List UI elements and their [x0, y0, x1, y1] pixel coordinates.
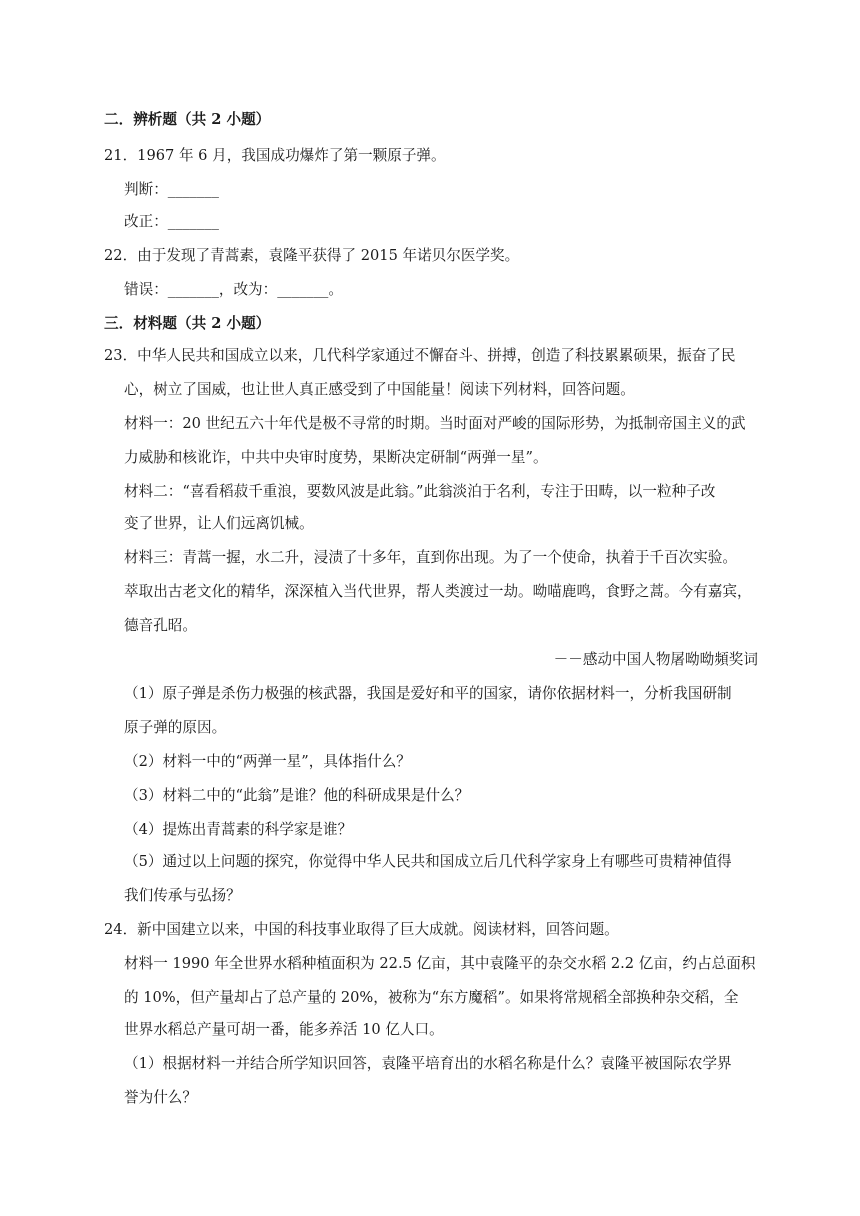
question-21-correct-line: 改正：_______ [124, 213, 219, 230]
question-23-sub3: （3）材料二中的“此翁”是谁？他的科研成果是什么？ [124, 787, 470, 804]
section-heading-discrimination: 二．辨析题（共 2 小题） [104, 111, 271, 128]
question-24-material-line3: 世界水稻总产量可胡一番，能多养活 10 亿人口。 [124, 1021, 444, 1038]
question-21-stem: 21．1967 年 6 月，我国成功爆炸了第一颗原子弹。 [104, 147, 446, 164]
question-22-stem: 22．由于发现了青蒿素，袁隆平获得了 2015 年诺贝尔医学奖。 [104, 247, 520, 264]
question-24-sub1-line1: （1）根据材料一并结合所学知识回答，袁隆平培育出的水稻名称是什么？袁隆平被国际农学界 [124, 1055, 732, 1072]
question-23-sub5-line1: （5）通过以上问题的探究，你觉得中华人民共和国成立后几代科学家身上有哪些可贵精神值得 [124, 853, 732, 870]
question-23-stem-line2: 心，树立了国威，也让世人真正感受到了中国能量！阅读下列材料，回答问题。 [124, 381, 635, 398]
material-3-line3: 德音孔昭。 [124, 617, 197, 634]
material-3-line1: 材料三：青蒿一握，水二升，浸渍了十多年，直到你出现。为了一个使命，执着于千百次实验。 [124, 549, 737, 566]
question-24-sub1-line2: 誉为什么？ [124, 1089, 197, 1106]
question-22-answer-line: 错误：_______，改为：_______。 [124, 281, 343, 298]
material-1-line1: 材料一：20 世纪五六十年代是极不寻常的时期。当时面对严峻的国际形势，为抵制帝国主义的武 [124, 415, 746, 432]
question-23-sub4: （4）提炼出青蒿素的科学家是谁？ [124, 821, 353, 838]
question-21-judge-line: 判断：_______ [124, 181, 219, 198]
material-3-line2: 萃取出古老文化的精华，深深植入当代世界，帮人类渡过一劫。呦喵鹿鸣，食野之蒿。今有嘉宾， [124, 583, 752, 600]
question-23-sub1-line1: （1）原子弹是杀伤力极强的核武器，我国是爱好和平的国家，请你依据材料一，分析我国研制 [124, 685, 732, 702]
question-24-material-line2: 的 10%，但产量却占了总产量的 20%，被称为“东方魔稻”。如果将常规稻全部换种杂交稻，全 [124, 989, 739, 1006]
question-23-sub1-line2: 原子弹的原因。 [124, 719, 227, 736]
question-24-material-line1: 材料一 1990 年全世界水稻种植面积为 22.5 亿亩，其中袁隆平的杂交水稻 2.2 亿亩，约占总面积 [124, 955, 756, 972]
material-2-line1: 材料二：“喜看稻菽千重浪，要数风波是此翁。”此翁淡泊于名利，专注于田畴，以一粒种子改 [124, 483, 716, 500]
section-heading-material: 三．材料题（共 2 小题） [104, 315, 271, 332]
material-source-attribution: －－感动中国人物屠呦呦頻奖词 [553, 651, 758, 668]
material-1-line2: 力威胁和核讹诈，中共中央审时度势，果断决定研制“两弹一星”。 [124, 449, 548, 466]
question-24-stem: 24．新中国建立以来，中国的科技事业取得了巨大成就。阅读材料，回答问题。 [104, 921, 619, 938]
question-23-sub2: （2）材料一中的“两弹一星”，具体指什么？ [124, 753, 411, 770]
question-23-stem-line1: 23．中华人民共和国成立以来，几代科学家通过不懈奋斗、拼搏，创造了科技累累硕果，振奋了民 [104, 347, 736, 364]
question-23-sub5-line2: 我们传承与弘扬？ [124, 887, 241, 904]
material-2-line2: 变了世界，让人们远离饥械。 [124, 515, 314, 532]
